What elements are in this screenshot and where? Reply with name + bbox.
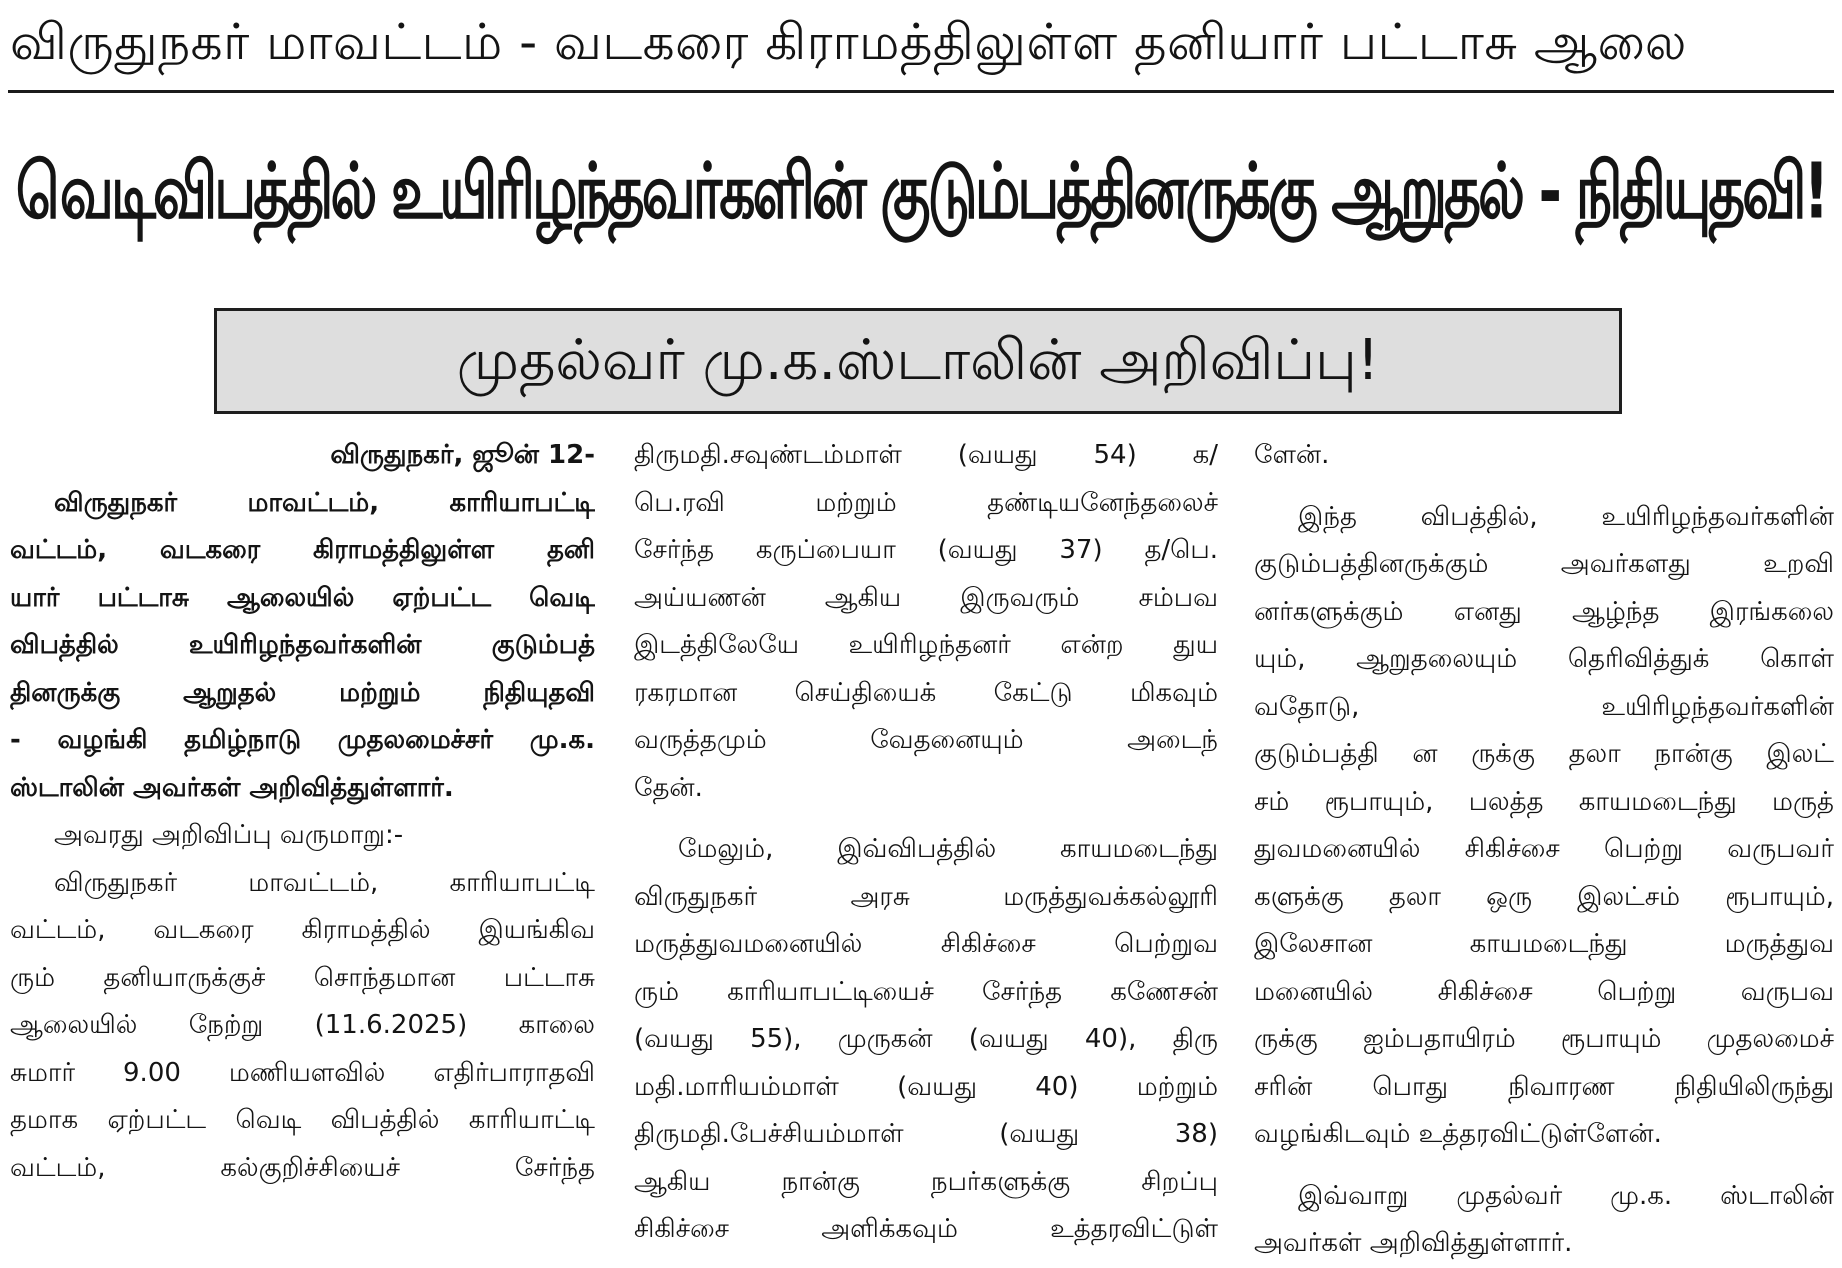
text-line: துவமனையில் சிகிச்சை பெற்று வருபவர் bbox=[1254, 834, 1834, 864]
text-line: ஸ்டாலின் அவர்கள் அறிவித்துள்ளார். bbox=[10, 772, 454, 803]
banner-text: முதல்வர் மு.க.ஸ்டாலின் அறிவிப்பு! bbox=[456, 328, 1380, 393]
text-line: சம் ரூபாயும், பலத்த காயமடைந்து மருத் bbox=[1254, 786, 1834, 817]
text-line: இந்த விபத்தில், உயிரிழந்தவர்களின் bbox=[1298, 501, 1834, 532]
lead-paragraph bbox=[10, 480, 595, 813]
text-line: இடத்திலேயே உயிரிழந்தனர் என்ற துய bbox=[634, 630, 1218, 660]
article-column-3 bbox=[1254, 432, 1834, 1258]
text-line: (வயது 55), முருகன் (வயது 40), திரு bbox=[634, 1024, 1218, 1054]
text-line: வதோடு, உயிரிழந்தவர்களின் bbox=[1254, 691, 1834, 722]
text-line: வட்டம், வடகரை கிராமத்தில் இயங்கிவ bbox=[10, 915, 595, 945]
text-line: வருத்தமும் வேதனையும் அடைந் bbox=[634, 725, 1218, 755]
text-line: களுக்கு தலா ஒரு இலட்சம் ரூபாயும், bbox=[1254, 881, 1834, 912]
article-column-1 bbox=[10, 432, 595, 1214]
intro-line: அவரது அறிவிப்பு வருமாறு:- bbox=[54, 820, 404, 850]
text-line: குடும்பத்தினருக்கும் அவர்களது உறவி bbox=[1254, 549, 1834, 579]
dateline: விருதுநகர், ஜூன் 12- bbox=[330, 440, 595, 470]
paragraph-gap bbox=[1254, 1159, 1834, 1173]
text-line: திருமதி.பேச்சியம்மாள் (வயது 38) bbox=[634, 1119, 1218, 1149]
text-line: தேன். bbox=[634, 772, 703, 803]
text-line: விருதுநகர் மாவட்டம், காரியாபட்டி bbox=[54, 867, 595, 898]
text-line: விருதுநகர் அரசு மருத்துவக்கல்லூரி bbox=[634, 881, 1218, 912]
text-line: யார் பட்டாசு ஆலையில் ஏற்பட்ட வெடி bbox=[10, 582, 595, 613]
text-line: சேர்ந்த கருப்பையா (வயது 37) த/பெ. bbox=[634, 535, 1218, 565]
text-line: திருமதி.சவுண்டம்மாள் (வயது 54) க/ bbox=[634, 440, 1218, 470]
text-line: விருதுநகர் மாவட்டம், காரியாபட்டி bbox=[54, 487, 595, 518]
text-line: வழங்கிடவும் உத்தரவிட்டுள்ளேன். bbox=[1254, 1119, 1662, 1149]
text-line: அவர்கள் அறிவித்துள்ளார். bbox=[1254, 1228, 1573, 1258]
text-line: மருத்துவமனையில் சிகிச்சை பெற்றுவ bbox=[634, 929, 1218, 959]
text-line: வட்டம், கல்குறிச்சியைச் சேர்ந்த bbox=[10, 1152, 595, 1183]
text-line: இவ்வாறு முதல்வர் மு.க. ஸ்டாலின் bbox=[1298, 1180, 1834, 1211]
text-line: இலேசான காயமடைந்து மருத்துவ bbox=[1254, 929, 1834, 959]
text-line: சுமார் 9.00 மணியளவில் எதிர்பாராதவி bbox=[10, 1057, 595, 1088]
text-line: பெ.ரவி மற்றும் தண்டியனேந்தலைச் bbox=[634, 487, 1218, 518]
text-line: சிகிச்சை அளிக்கவும் உத்தரவிட்டுள் bbox=[634, 1214, 1218, 1244]
text-line: தினருக்கு ஆறுதல் மற்றும் நிதியுதவி bbox=[10, 677, 595, 708]
body-paragraph bbox=[1254, 494, 1834, 1159]
text-line: ஆலையில் நேற்று (11.6.2025) காலை bbox=[10, 1010, 595, 1040]
text-line: ருக்கு ஐம்பதாயிரம் ரூபாயும் முதலமைச் bbox=[1254, 1024, 1834, 1054]
text-line: ரும் காரியாபட்டியைச் சேர்ந்த கணேசன் bbox=[634, 976, 1218, 1007]
article-column-2 bbox=[634, 432, 1218, 1244]
text-line: - வழங்கி தமிழ்நாடு முதலமைச்சர் மு.க. bbox=[10, 725, 595, 755]
text-line: அய்யணன் ஆகிய இருவரும் சம்பவ bbox=[634, 582, 1218, 613]
text-line: னர்களுக்கும் எனது ஆழ்ந்த இரங்கலை bbox=[1254, 596, 1834, 627]
body-paragraph bbox=[10, 860, 595, 1193]
body-paragraph bbox=[634, 432, 1218, 812]
text-line: மதி.மாரியம்மாள் (வயது 40) மற்றும் bbox=[634, 1071, 1218, 1102]
text-line: ரும் தனியாருக்குச் சொந்தமான பட்டாசு bbox=[10, 962, 595, 993]
text-line: மனையில் சிகிச்சை பெற்று வருபவ bbox=[1254, 976, 1834, 1007]
paragraph-gap bbox=[1254, 480, 1834, 494]
banner-box bbox=[214, 308, 1622, 414]
text-line: வட்டம், வடகரை கிராமத்திலுள்ள தனி bbox=[10, 535, 595, 565]
text-line: ளேன். bbox=[1254, 440, 1330, 470]
text-line: தமாக ஏற்பட்ட வெடி விபத்தில் காரியாட்டி bbox=[10, 1105, 595, 1135]
body-paragraph bbox=[634, 826, 1218, 1254]
text-line: சரின் பொது நிவாரண நிதியிலிருந்து bbox=[1254, 1071, 1834, 1102]
text-line: மேலும், இவ்விபத்தில் காயமடைந்து bbox=[678, 834, 1218, 864]
text-line: ரகரமான செய்தியைக் கேட்டு மிகவும் bbox=[634, 677, 1218, 708]
text-line: விபத்தில் உயிரிழந்தவர்களின் குடும்பத் bbox=[10, 630, 595, 660]
paragraph-gap bbox=[634, 812, 1218, 826]
headline: வெடிவிபத்தில் உயிரிழந்தவர்களின் குடும்பத்தினருக்கு ஆறுதல் - நிதியுதவி! bbox=[15, 148, 1827, 237]
text-line: யும், ஆறுதலையும் தெரிவித்துக் கொள் bbox=[1254, 644, 1834, 674]
subheadline: விருதுநகர் மாவட்டம் - வடகரை கிராமத்திலுள்ள தனியார் பட்டாசு ஆலை bbox=[10, 13, 1687, 71]
body-paragraph bbox=[1254, 1173, 1834, 1268]
text-line: ஆகிய நான்கு நபர்களுக்கு சிறப்பு bbox=[634, 1166, 1218, 1197]
text-line: குடும்பத்தி ன ருக்கு தலா நான்கு இலட் bbox=[1254, 739, 1834, 769]
